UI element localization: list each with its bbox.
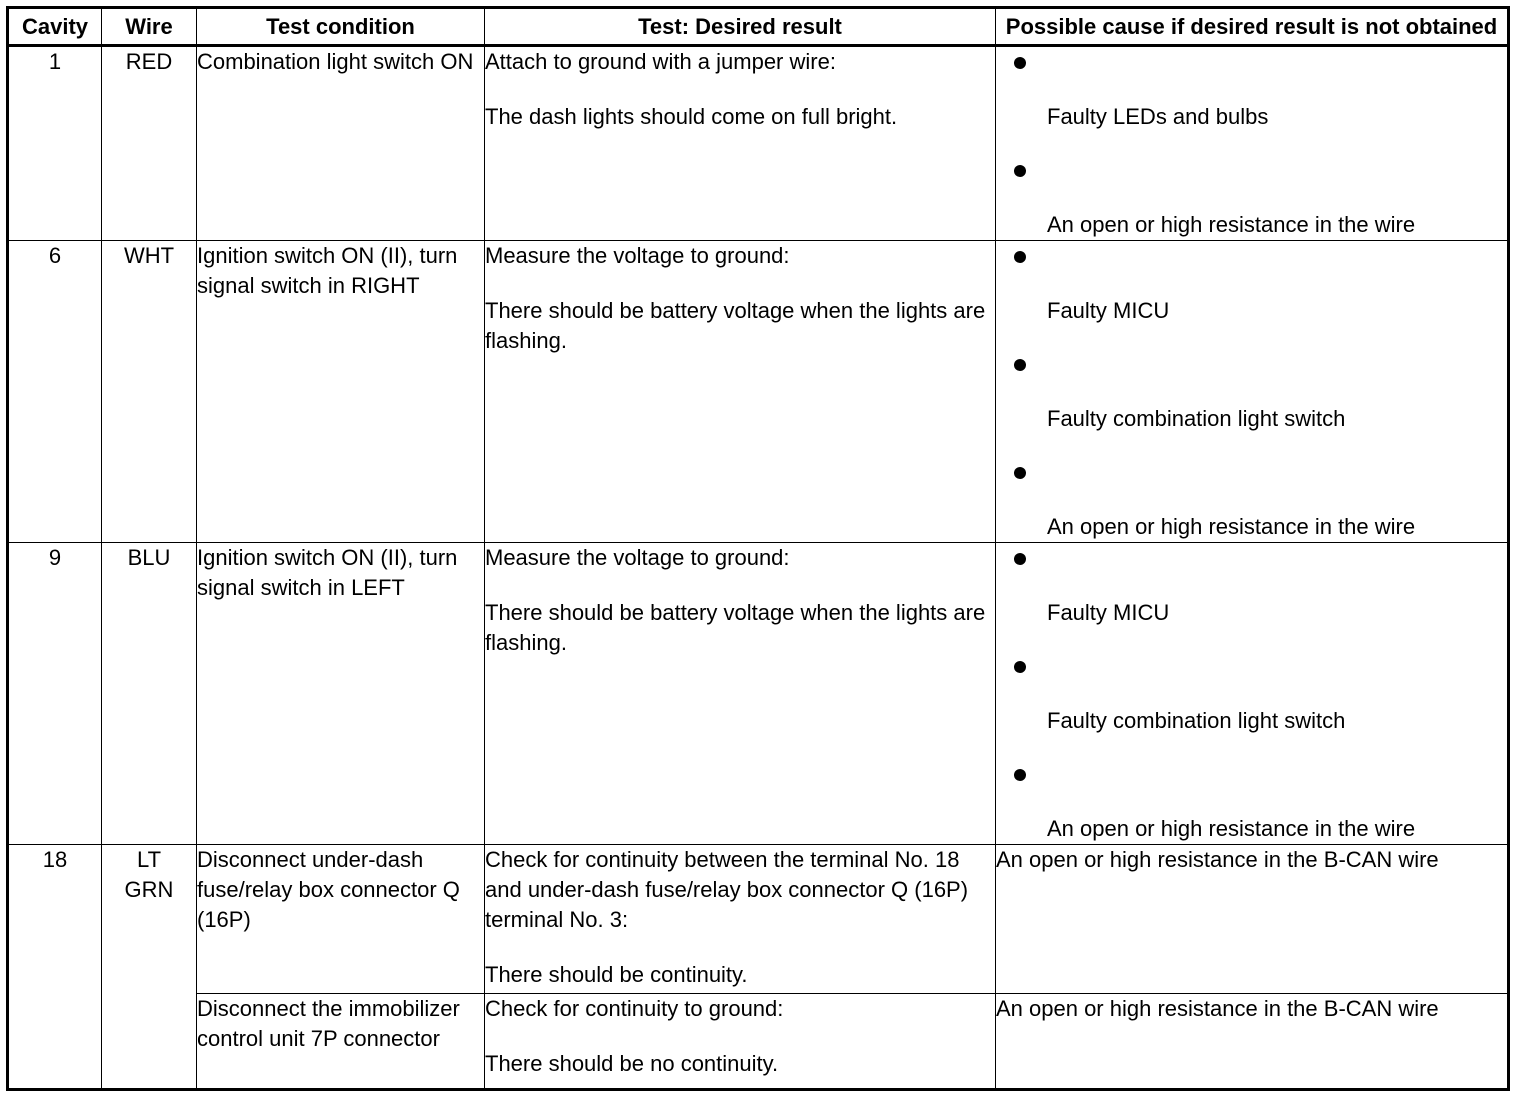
cause-list: [996, 241, 1507, 542]
wire-cell: WHT: [102, 241, 197, 543]
cause-text: Faulty combination light switch: [1047, 708, 1346, 733]
test-instruction: Check for continuity to ground:: [485, 996, 784, 1021]
result-cell: [485, 46, 996, 241]
condition-cell: Disconnect under-dash fuse/relay box connector Q (16P): [197, 845, 485, 994]
list-item: [996, 349, 1507, 434]
table-row: [8, 543, 1509, 845]
bullet-icon: [996, 651, 1507, 681]
cause-text: An open or high resistance in the B-CAN wire: [996, 996, 1439, 1021]
bullet-icon: [996, 349, 1507, 379]
cavity-cell: 1: [8, 46, 102, 241]
test-expectation: There should be continuity.: [485, 962, 748, 987]
list-item: [996, 543, 1507, 628]
cause-text: An open or high resistance in the wire: [1047, 212, 1416, 237]
cause-text: Faulty combination light switch: [1047, 406, 1346, 431]
list-item: [996, 47, 1507, 132]
cause-text: An open or high resistance in the wire: [1047, 816, 1416, 841]
table-row: [8, 994, 1509, 1090]
list-item: [996, 651, 1507, 736]
list-item: [996, 241, 1507, 326]
cause-cell: [996, 994, 1509, 1090]
cavity-cell: 9: [8, 543, 102, 845]
header-cavity: Cavity: [8, 8, 102, 46]
test-expectation: The dash lights should come on full bright.: [485, 104, 898, 129]
header-test-condition: Test condition: [197, 8, 485, 46]
test-instruction: Attach to ground with a jumper wire:: [485, 49, 836, 74]
cause-cell: [996, 543, 1509, 845]
cause-list: [996, 543, 1507, 844]
list-item: [996, 155, 1507, 240]
cause-text: An open or high resistance in the B-CAN wire: [996, 847, 1439, 872]
condition-cell: Ignition switch ON (II), turn signal switch in RIGHT: [197, 241, 485, 543]
header-wire: Wire: [102, 8, 197, 46]
table-row: [8, 845, 1509, 994]
header-desired-result: Test: Desired result: [485, 8, 996, 46]
test-expectation: There should be no continuity.: [485, 1051, 779, 1076]
table-row: [8, 241, 1509, 543]
cause-text: Faulty MICU: [1047, 600, 1170, 625]
cause-cell: [996, 46, 1509, 241]
cause-text: An open or high resistance in the wire: [1047, 514, 1416, 539]
result-cell: [485, 241, 996, 543]
test-instruction: Measure the voltage to ground:: [485, 243, 790, 268]
wire-cell: BLU: [102, 543, 197, 845]
cause-list: [996, 47, 1507, 240]
cause-text: Faulty LEDs and bulbs: [1047, 104, 1269, 129]
condition-cell: Combination light switch ON: [197, 46, 485, 241]
bullet-icon: [996, 155, 1507, 185]
cause-cell: [996, 845, 1509, 994]
cavity-cell: 18: [8, 845, 102, 1090]
cause-text: Faulty MICU: [1047, 298, 1170, 323]
bullet-icon: [996, 543, 1507, 573]
wire-cell: RED: [102, 46, 197, 241]
cavity-cell: 6: [8, 241, 102, 543]
result-cell: [485, 845, 996, 994]
bullet-icon: [996, 47, 1507, 77]
condition-cell: Disconnect the immobilizer control unit 7P connector: [197, 994, 485, 1090]
bullet-icon: [996, 241, 1507, 271]
header-possible-cause: Possible cause if desired result is not obtained: [996, 8, 1509, 46]
wire-cell: [102, 845, 197, 1090]
result-cell: [485, 994, 996, 1090]
bullet-icon: [996, 457, 1507, 487]
cause-cell: [996, 241, 1509, 543]
wire-label: LT GRN: [124, 847, 174, 902]
condition-cell: Ignition switch ON (II), turn signal switch in LEFT: [197, 543, 485, 845]
list-item: [996, 759, 1507, 844]
test-instruction: Measure the voltage to ground:: [485, 545, 790, 570]
test-instruction: Check for continuity between the terminal No. 18 and under-dash fuse/relay box connector Q (16P) terminal No. 3:: [485, 847, 969, 932]
test-expectation: There should be battery voltage when the lights are flashing.: [485, 298, 986, 353]
bullet-icon: [996, 759, 1507, 789]
test-expectation: There should be battery voltage when the lights are flashing.: [485, 600, 986, 655]
result-cell: [485, 543, 996, 845]
list-item: [996, 457, 1507, 542]
header-row: [8, 8, 1509, 46]
table-row: [8, 46, 1509, 241]
diagnostic-table: [6, 6, 1510, 1091]
